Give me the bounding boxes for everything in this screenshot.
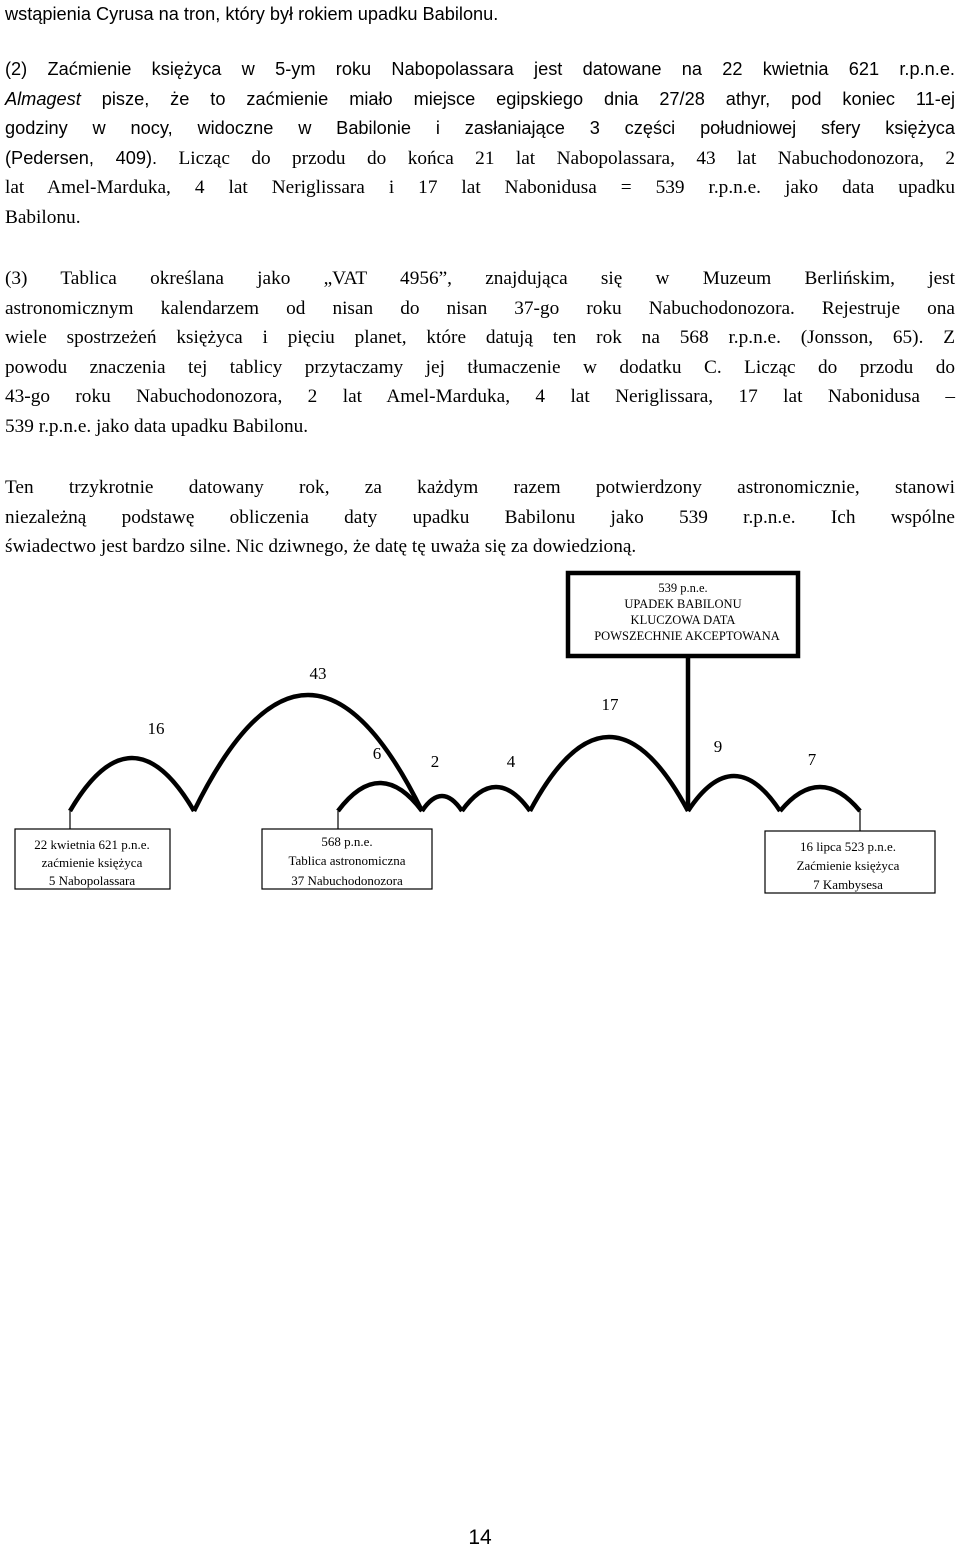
eclipse-621-line: 22 kwietnia 621 p.n.e. <box>34 837 150 852</box>
text-line <box>5 144 955 174</box>
arc-amel-marduk <box>422 796 462 811</box>
tablet-568-line: Tablica astronomiczna <box>288 853 406 868</box>
text-fragment: pisze, że to zaćmienie miało miejsce egipskiego dnia 27/28 athyr, pod koniec 11-ej <box>80 88 955 109</box>
span-label: 43 <box>309 664 327 683</box>
tablet-568-line: 37 Nabuchodonozora <box>291 873 403 888</box>
text-line: Ten trzykrotnie datowany rok, za każdym razem potwierdzony astronomicznie, stanowi <box>5 477 955 498</box>
arc-kambyses <box>780 787 860 811</box>
span-label: 17 <box>601 695 619 714</box>
text-line: godziny w nocy, widoczne w Babilonie i zasłaniające 3 części południowej sfery księżyca <box>5 118 955 138</box>
key-date-line: 539 p.n.e. <box>658 581 708 595</box>
eclipse-523-line: Zaćmienie księżyca <box>796 858 900 873</box>
text-line: wstąpienia Cyrusa na tron, który był rokiem upadku Babilonu. <box>5 4 499 24</box>
almagest-title: Almagest <box>5 88 81 109</box>
text-line <box>5 85 955 115</box>
paragraph-vat-4956 <box>5 264 955 441</box>
page-number: 14 <box>468 1526 492 1549</box>
text-line: niezależną podstawę obliczenia daty upadku Babilonu jako 539 r.p.n.e. Ich wspólne <box>5 506 955 528</box>
span-label: 16 <box>147 719 165 738</box>
text-line: lat Amel-Marduka, 4 lat Neriglissara i 17 lat Nabonidusa = 539 r.p.n.e. jako data upadku <box>5 177 955 198</box>
paragraph-eclipse-nabopolassar <box>5 55 955 232</box>
arc-cyrus <box>688 776 780 811</box>
chronology-diagram-svg <box>0 565 960 905</box>
paragraph-summary <box>5 473 955 562</box>
eclipse-621-line: 5 Nabopolassara <box>48 873 136 888</box>
text-line: Babilonu. <box>5 206 81 228</box>
citation-pedersen: (Pedersen, 409). <box>5 147 158 168</box>
text-line: powodu znaczenia tej tablicy przytaczamy jej tłumaczenie w dodatku C. Licząc do przodu do <box>5 356 955 378</box>
span-label: 6 <box>372 744 382 763</box>
text-line: wiele spostrzeżeń księżyca i pięciu planet, które datują ten rok na 568 r.p.n.e. (Jonsson, 65). Z <box>5 327 955 348</box>
span-label: 4 <box>506 752 516 771</box>
arc-nabopolassar-remaining <box>70 758 194 811</box>
eclipse-523-line: 7 Kambysesa <box>813 877 883 892</box>
text-fragment: Licząc do przodu do końca 21 lat Nabopolassara, 43 lat Nabuchodonozora, 2 <box>157 147 955 169</box>
eclipse-621-line: zaćmienie księżyca <box>41 855 143 870</box>
key-date-line: POWSZECHNIE AKCEPTOWANA <box>594 629 780 643</box>
text-line: (3) Tablica określana jako „VAT 4956”, znajdująca się w Muzeum Berlińskim, jest <box>5 268 955 289</box>
span-label: 2 <box>430 752 440 771</box>
span-label: 7 <box>807 750 817 769</box>
chronology-diagram <box>0 565 960 905</box>
key-date-line: KLUCZOWA DATA <box>630 613 736 627</box>
text-line: 539 r.p.n.e. jako data upadku Babilonu. <box>5 415 309 437</box>
text-line: (2) Zaćmienie księżyca w 5-ym roku Nabopolassara jest datowane na 22 kwietnia 621 r.p.n.e. <box>5 59 955 79</box>
eclipse-523-line: 16 lipca 523 p.n.e. <box>799 839 897 854</box>
arc-nabonidus <box>530 737 688 811</box>
span-label: 9 <box>713 737 723 756</box>
arc-nabuchodonozor <box>194 695 422 811</box>
arc-neriglissar <box>462 787 530 811</box>
tablet-568-line: 568 p.n.e. <box>321 834 373 849</box>
key-date-line: UPADEK BABILONU <box>624 597 742 611</box>
text-line: astronomicznym kalendarzem od nisan do nisan 37-go roku Nabuchodonozora. Rejestruje ona <box>5 297 955 319</box>
paragraph-cyrus <box>5 0 955 30</box>
text-line: 43-go roku Nabuchodonozora, 2 lat Amel-Marduka, 4 lat Neriglissara, 17 lat Nabonidusa – <box>5 386 955 407</box>
text-line: świadectwo jest bardzo silne. Nic dziwnego, że datę tę uważa się za dowiedzioną. <box>5 536 637 557</box>
